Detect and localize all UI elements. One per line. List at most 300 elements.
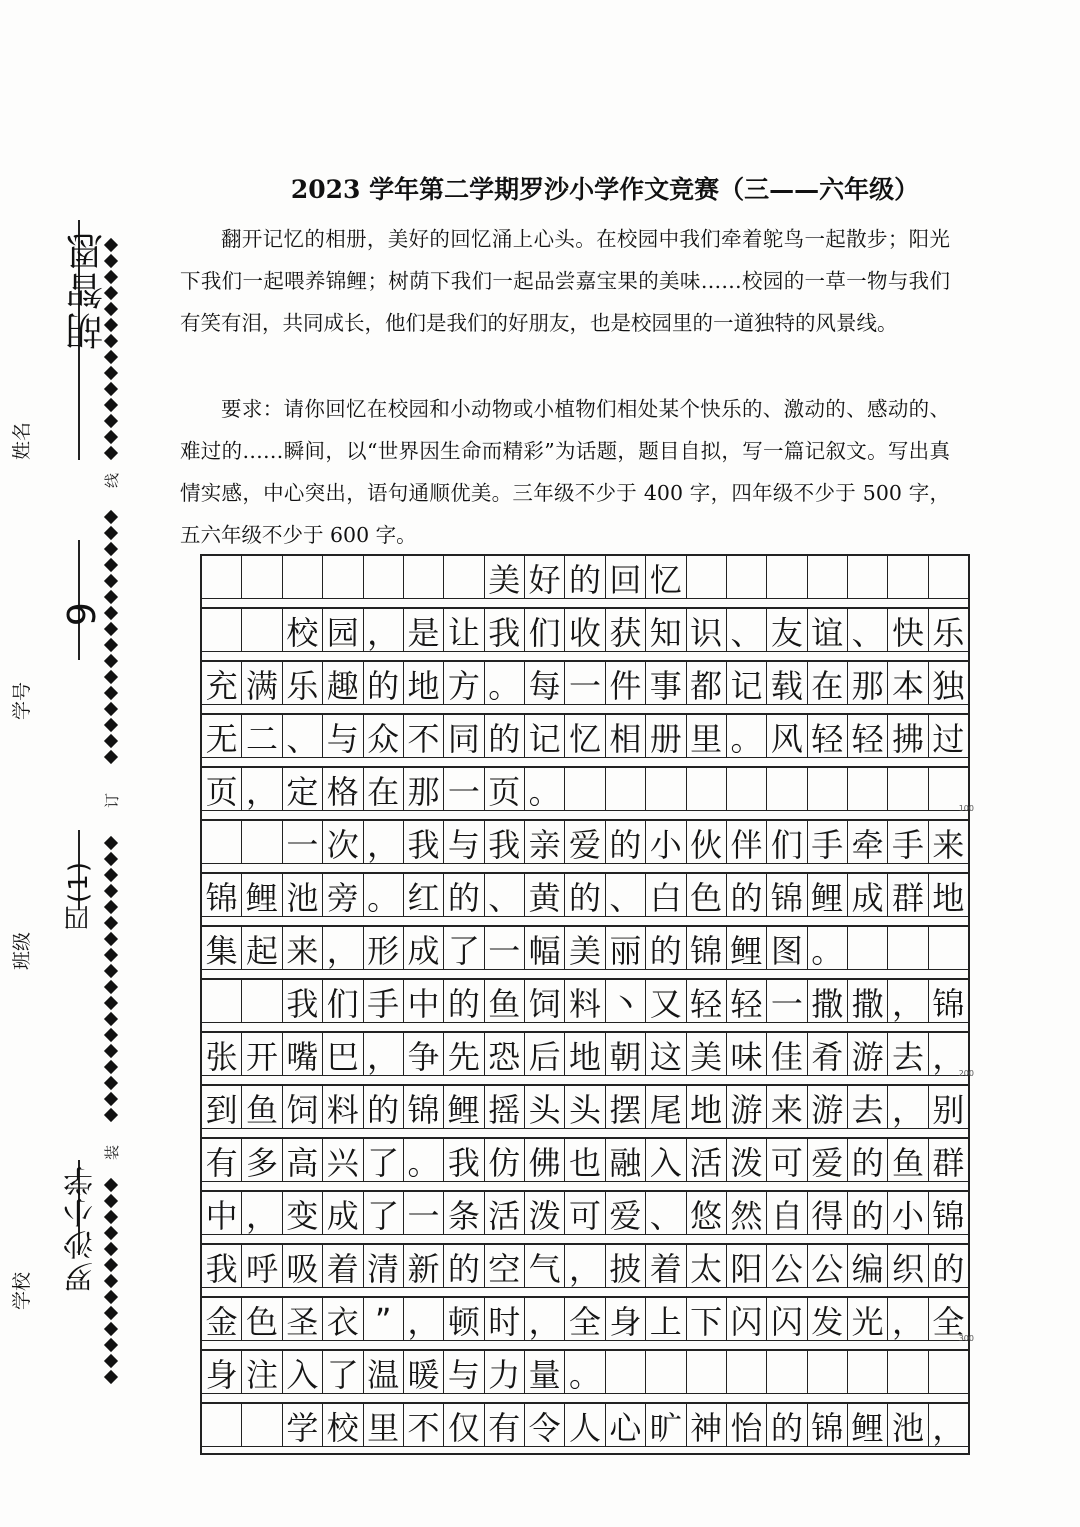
grid-cell: 注 (242, 1351, 282, 1394)
grid-cell: 来 (767, 1086, 807, 1129)
grid-cell: 过 (932, 719, 965, 758)
grid-cell: 的 (444, 874, 484, 917)
grid-cell: ” (364, 1298, 404, 1341)
grid-cell: ， (888, 1086, 928, 1129)
grid-cell: 风 (767, 715, 807, 758)
grid-cell: 暖 (404, 1351, 444, 1394)
binding-word-line: 线 (103, 472, 122, 489)
grid-cell: 件 (606, 662, 646, 705)
grid-cell: 那 (404, 768, 444, 811)
grid-row-spacer (202, 651, 968, 658)
binding-diamond (104, 1354, 118, 1368)
grid-cell: 形 (364, 927, 404, 970)
grid-cell: 锦 (932, 984, 965, 1023)
name-field (11, 220, 110, 460)
grid-row (200, 554, 970, 607)
grid-cell: 。 (404, 1139, 444, 1182)
student-id-label: 学号 (11, 681, 33, 720)
grid-row-spacer (202, 1340, 968, 1347)
grid-cell: 料 (565, 980, 605, 1023)
grid-cell: 高 (283, 1139, 323, 1182)
grid-row (200, 1243, 970, 1296)
grid-cell: 我 (202, 1245, 242, 1288)
grid-cell: 地 (932, 878, 965, 917)
grid-row (200, 607, 970, 660)
grid-cell: 尾 (646, 1086, 686, 1129)
grid-cell: 众 (364, 715, 404, 758)
grid-row-cells (202, 1192, 968, 1235)
grid-row-spacer (202, 1287, 968, 1294)
grid-cell: 定 (283, 768, 323, 811)
grid-cell (687, 556, 727, 599)
name-value: 胡智恩 (66, 230, 110, 350)
grid-cell: 温 (364, 1351, 404, 1394)
grid-cell (404, 556, 444, 599)
grid-cell: 我 (444, 1139, 484, 1182)
grid-cell (646, 768, 686, 811)
grid-cell: 恐 (485, 1033, 525, 1076)
grid-row-cells (202, 1245, 968, 1288)
grid-cell: 小 (646, 821, 686, 864)
grid-cell: 来 (283, 927, 323, 970)
grid-cell: 这 (646, 1033, 686, 1076)
grid-cell: 锦 (404, 1086, 444, 1129)
grid-cell: 仿 (485, 1139, 525, 1182)
grid-cell: 们 (525, 609, 565, 652)
grid-cell: 我 (485, 609, 525, 652)
grid-row-spacer (202, 1128, 968, 1135)
grid-cell: 让 (444, 609, 484, 652)
grid-cell: 一 (767, 980, 807, 1023)
grid-cell: 撒 (808, 980, 848, 1023)
grid-cell: 同 (444, 715, 484, 758)
grid-cell (565, 768, 605, 811)
grid-cell (848, 1351, 888, 1394)
grid-cell: 公 (767, 1245, 807, 1288)
grid-cell: 是 (404, 609, 444, 652)
binding-diamond (104, 1060, 118, 1074)
grid-cell: 鲤 (808, 874, 848, 917)
grid-cell: 鲤 (242, 874, 282, 917)
grid-row (200, 1402, 970, 1455)
grid-row-cells (202, 1404, 968, 1447)
student-id-field (11, 540, 110, 720)
grid-cell (808, 556, 848, 599)
grid-cell: 锦 (767, 874, 807, 917)
grid-cell (646, 1351, 686, 1394)
grid-cell: 在 (808, 662, 848, 705)
grid-cell: 图 (767, 927, 807, 970)
grid-cell (727, 768, 767, 811)
grid-cell: 。 (525, 768, 565, 811)
grid-cell: 黄 (525, 874, 565, 917)
grid-cell: 伴 (727, 821, 767, 864)
grid-cell: 的 (364, 1086, 404, 1129)
binding-diamond (104, 1028, 118, 1042)
binding-diamond (104, 1092, 118, 1106)
grid-cell: 校 (283, 609, 323, 652)
binding-diamond (104, 1044, 118, 1058)
grid-row (200, 1084, 970, 1137)
grid-cell: 、 (727, 609, 767, 652)
grid-cell: 入 (646, 1139, 686, 1182)
grid-cell: 与 (323, 715, 363, 758)
grid-cell (808, 768, 848, 811)
grid-cell: 闪 (727, 1298, 767, 1341)
grid-cell (606, 1351, 646, 1394)
grid-cell: 独 (932, 666, 965, 705)
grid-cell: 饲 (525, 980, 565, 1023)
grid-cell: 池 (888, 1404, 928, 1447)
grid-cell: 册 (646, 715, 686, 758)
grid-cell: ， (242, 1192, 282, 1235)
grid-cell: 旷 (646, 1404, 686, 1447)
grid-cell: 每 (525, 662, 565, 705)
grid-row-spacer (202, 1075, 968, 1082)
grid-cell: 鱼 (242, 1086, 282, 1129)
grid-cell: 的 (565, 556, 605, 599)
grid-row-cells (202, 1033, 968, 1076)
grid-row-cells (202, 927, 968, 970)
grid-cell: 到 (202, 1086, 242, 1129)
grid-cell: 了 (444, 927, 484, 970)
grid-row-cells (202, 715, 968, 758)
grid-cell: ， (932, 1408, 965, 1447)
grid-cell: 锦 (808, 1404, 848, 1447)
grid-cell: 充 (202, 662, 242, 705)
grid-cell: 新 (404, 1245, 444, 1288)
grid-cell: ， (565, 1245, 605, 1288)
grid-cell: 的 (727, 874, 767, 917)
grid-cell: 朝 (606, 1033, 646, 1076)
grid-cell: 的 (848, 1139, 888, 1182)
grid-cell: 集 (202, 927, 242, 970)
grid-cell: 多 (242, 1139, 282, 1182)
grid-cell: 鲤 (727, 927, 767, 970)
grid-cell: 全 (932, 1302, 965, 1341)
grid-row-cells (202, 1351, 968, 1394)
grid-cell: 美 (687, 1033, 727, 1076)
grid-cell: 小 (888, 1192, 928, 1235)
grid-cell: 园 (323, 609, 363, 652)
grid-cell: 。 (364, 874, 404, 917)
grid-cell: 锦 (687, 927, 727, 970)
grid-cell: 嘴 (283, 1033, 323, 1076)
grid-cell: 轻 (848, 715, 888, 758)
grid-cell: 在 (364, 768, 404, 811)
grid-row-spacer (202, 969, 968, 976)
grid-row-cells (202, 1298, 968, 1341)
grid-cell: 阳 (727, 1245, 767, 1288)
grid-cell: ， (364, 1033, 404, 1076)
grid-cell: 下 (687, 1298, 727, 1341)
grid-cell: 公 (808, 1245, 848, 1288)
grid-cell: 、 (646, 1192, 686, 1235)
grid-cell: 色 (242, 1298, 282, 1341)
grid-cell: 不 (404, 715, 444, 758)
grid-cell: 校 (323, 1404, 363, 1447)
grid-cell: 、 (485, 874, 525, 917)
grid-row (200, 660, 970, 713)
grid-row-cells (202, 609, 968, 652)
grid-cell: 幅 (525, 927, 565, 970)
grid-cell: 人 (565, 1404, 605, 1447)
grid-cell: ， (323, 927, 363, 970)
grid-cell: 的 (848, 1192, 888, 1235)
grid-cell: 别 (932, 1090, 965, 1129)
grid-row (200, 1349, 970, 1402)
grid-cell: 着 (323, 1245, 363, 1288)
grid-cell: 我 (283, 980, 323, 1023)
grid-cell (929, 927, 968, 970)
grid-cell (888, 768, 928, 811)
grid-row-spacer (202, 810, 968, 817)
grid-row-spacer (202, 704, 968, 711)
grid-cell: 白 (646, 874, 686, 917)
grid-cell: 满 (242, 662, 282, 705)
binding-diamond (104, 718, 118, 732)
grid-cell: 与 (444, 1351, 484, 1394)
grid-row (200, 1137, 970, 1190)
grid-cell: 着 (646, 1245, 686, 1288)
grid-cell (888, 927, 928, 970)
grid-cell: 爱 (808, 1139, 848, 1182)
grid-cell: 去 (888, 1033, 928, 1076)
grid-cell (848, 768, 888, 811)
prompt-paragraph: 翻开记忆的相册，美好的回忆涌上心头。在校园中我们牵着鸵鸟一起散步；阳光下我们一起喂养锦鲤；树荫下我们一起品尝嘉宝果的美味……校园的一草一物与我们有笑有泪，共同成长，他们是我们的好朋友，也是校园里的一道独特的风景线。 (180, 227, 950, 335)
grid-cell: 们 (323, 980, 363, 1023)
grid-cell: 的 (646, 927, 686, 970)
grid-cell: 太 (687, 1245, 727, 1288)
grid-cell: 地 (404, 662, 444, 705)
grid-cell: ， (364, 609, 404, 652)
grid-cell: 与 (444, 821, 484, 864)
grid-cell: 清 (364, 1245, 404, 1288)
grid-cell: 量 (525, 1351, 565, 1394)
grid-cell: 的 (364, 662, 404, 705)
grid-cell: 兴 (323, 1139, 363, 1182)
grid-cell: 争 (404, 1033, 444, 1076)
grid-cell: 摇 (485, 1086, 525, 1129)
grid-cell: 有 (485, 1404, 525, 1447)
grid-cell: 美 (485, 556, 525, 599)
grid-cell: 都 (687, 662, 727, 705)
grid-cell: 、 (606, 874, 646, 917)
word-count-marker: 200 (958, 1069, 974, 1078)
grid-cell: ， (888, 1298, 928, 1341)
grid-cell: 开 (242, 1033, 282, 1076)
grid-cell: 肴 (808, 1033, 848, 1076)
binding-diamond (104, 1370, 118, 1384)
grid-cell: 顿 (444, 1298, 484, 1341)
binding-diamond (104, 734, 118, 748)
grid-cell: 页 (202, 768, 242, 811)
grid-cell: 那 (848, 662, 888, 705)
grid-cell: 佛 (525, 1139, 565, 1182)
grid-cell (848, 927, 888, 970)
grid-cell: ， (364, 821, 404, 864)
grid-cell: 鲤 (848, 1404, 888, 1447)
grid-cell (888, 1351, 928, 1394)
school-field (11, 1160, 110, 1310)
grid-cell: 光 (848, 1298, 888, 1341)
grid-cell (323, 556, 363, 599)
grid-cell: 收 (565, 609, 605, 652)
grid-cell: 闪 (767, 1298, 807, 1341)
grid-cell: 了 (364, 1139, 404, 1182)
grid-cell (242, 609, 282, 652)
grid-cell: 群 (888, 874, 928, 917)
grid-cell: 锦 (202, 874, 242, 917)
grid-cell: 神 (687, 1404, 727, 1447)
grid-cell: 忆 (646, 556, 686, 599)
grid-cell: 轻 (687, 980, 727, 1023)
grid-cell: 记 (525, 715, 565, 758)
grid-cell: 活 (687, 1139, 727, 1182)
grid-cell: 游 (848, 1033, 888, 1076)
grid-cell: 条 (444, 1192, 484, 1235)
grid-cell (929, 556, 968, 599)
school-label: 学校 (11, 1271, 33, 1310)
grid-cell (202, 556, 242, 599)
binding-word-zhuang: 装 (103, 1144, 122, 1161)
word-count-marker: 100 (958, 804, 974, 813)
grid-cell: 无 (202, 715, 242, 758)
grid-row-cells (202, 980, 968, 1023)
grid-cell: 获 (606, 609, 646, 652)
grid-row (200, 819, 970, 872)
grid-cell: 起 (242, 927, 282, 970)
grid-cell (242, 1404, 282, 1447)
binding-diamond (104, 980, 118, 994)
grid-row-cells (202, 1086, 968, 1129)
grid-cell: 、 (848, 609, 888, 652)
grid-cell: 谊 (808, 609, 848, 652)
grid-cell: 二 (242, 715, 282, 758)
grid-cell: 的 (444, 980, 484, 1023)
grid-cell: 中 (202, 1192, 242, 1235)
grid-cell: 有 (202, 1139, 242, 1182)
grid-cell (364, 556, 404, 599)
grid-cell: 先 (444, 1033, 484, 1076)
grid-bottom-rule (202, 1453, 968, 1455)
grid-cell: 张 (202, 1033, 242, 1076)
student-id-value: 9 (60, 600, 104, 627)
grid-cell: 了 (323, 1351, 363, 1394)
grid-cell (283, 556, 323, 599)
grid-cell: 轻 (727, 980, 767, 1023)
grid-cell: 手 (888, 821, 928, 864)
word-count-marker: 300 (958, 1334, 974, 1343)
grid-cell: 时 (485, 1298, 525, 1341)
grid-cell: ， (242, 768, 282, 811)
grid-cell: 相 (606, 715, 646, 758)
grid-cell: 空 (485, 1245, 525, 1288)
binding-diamond (104, 1338, 118, 1352)
class-label: 班级 (11, 931, 33, 970)
grid-cell: 们 (767, 821, 807, 864)
grid-cell: 锦 (932, 1196, 965, 1235)
grid-cell: ， (525, 1298, 565, 1341)
grid-cell (444, 556, 484, 599)
grid-cell (808, 1351, 848, 1394)
grid-cell: 头 (565, 1086, 605, 1129)
grid-cell: 悠 (687, 1192, 727, 1235)
grid-cell: 美 (565, 927, 605, 970)
grid-cell: 心 (606, 1404, 646, 1447)
grid-cell: 呼 (242, 1245, 282, 1288)
grid-cell: 次 (323, 821, 363, 864)
page-title: 2023 学年第二学期罗沙小学作文竞赛（三——六年级） (290, 175, 920, 204)
grid-cell: ， (404, 1298, 444, 1341)
grid-row-spacer (202, 1022, 968, 1029)
grid-cell: 怡 (727, 1404, 767, 1447)
binding-word-ding: 订 (103, 792, 122, 809)
grid-cell (767, 768, 807, 811)
grid-cell: 记 (727, 662, 767, 705)
grid-cell: 活 (485, 1192, 525, 1235)
binding-diamond (104, 1108, 118, 1122)
grid-cell: 变 (283, 1192, 323, 1235)
grid-row-cells (202, 821, 968, 864)
grid-cell: 的 (444, 1245, 484, 1288)
grid-row-spacer (202, 916, 968, 923)
grid-cell (202, 821, 242, 864)
grid-cell: 群 (932, 1143, 965, 1182)
grid-cell: 一 (444, 768, 484, 811)
grid-row-spacer (202, 598, 968, 605)
class-field (11, 830, 110, 970)
grid-cell: 快 (888, 609, 928, 652)
grid-cell: 身 (606, 1298, 646, 1341)
grid-cell (687, 768, 727, 811)
grid-cell: 一 (485, 927, 525, 970)
manuscript-grid (200, 554, 974, 1455)
grid-cell: 好 (525, 556, 565, 599)
grid-cell: 可 (767, 1139, 807, 1182)
grid-cell: 的 (485, 715, 525, 758)
grid-cell: 载 (767, 662, 807, 705)
grid-row-cells (202, 662, 968, 705)
grid-cell: 力 (485, 1351, 525, 1394)
binding-diamond (104, 996, 118, 1010)
grid-cell: 吸 (283, 1245, 323, 1288)
grid-cell: 方 (444, 662, 484, 705)
grid-cell (848, 556, 888, 599)
grid-cell: 伙 (687, 821, 727, 864)
grid-row (200, 766, 974, 819)
grid-cell: 的 (565, 874, 605, 917)
grid-cell: 编 (848, 1245, 888, 1288)
grid-cell: 本 (888, 662, 928, 705)
grid-cell: 又 (646, 980, 686, 1023)
grid-cell: 入 (283, 1351, 323, 1394)
grid-cell: 我 (485, 821, 525, 864)
grid-row-cells (202, 874, 968, 917)
grid-cell: 忆 (565, 715, 605, 758)
grid-cell: 鱼 (485, 980, 525, 1023)
binding-diamond (104, 1322, 118, 1336)
grid-cell (202, 980, 242, 1023)
grid-cell: 料 (323, 1086, 363, 1129)
binding-diamond (104, 510, 118, 524)
grid-cell (202, 1404, 242, 1447)
grid-cell: 一 (565, 662, 605, 705)
binding-diamond (104, 750, 118, 764)
grid-cell: 识 (687, 609, 727, 652)
grid-cell (767, 556, 807, 599)
grid-cell: 上 (646, 1298, 686, 1341)
